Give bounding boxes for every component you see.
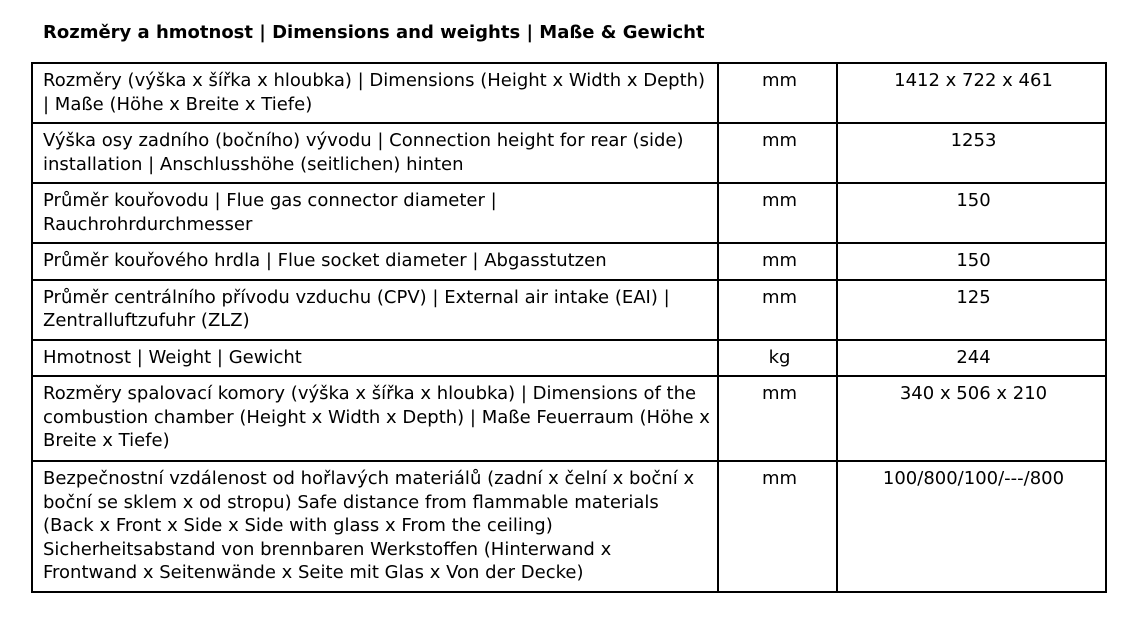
row-description: Výška osy zadního (bočního) vývodu | Connection height for rear (side) installation | Anschlusshöhe (seitlichen) hinten	[32, 123, 718, 183]
table-row	[32, 376, 1106, 461]
page-title: Rozměry a hmotnost | Dimensions and weights | Maße & Gewicht	[43, 22, 705, 43]
table-row	[32, 461, 1106, 592]
row-value: 100/800/100/---/800	[837, 461, 1106, 592]
row-value: 1412 x 722 x 461	[837, 63, 1106, 123]
row-description: Průměr centrálního přívodu vzduchu (CPV) | External air intake (EAI) | Zentralluftzufuhr (ZLZ)	[32, 280, 718, 340]
row-description: Průměr kouřovodu | Flue gas connector diameter | Rauchrohrdurchmesser	[32, 183, 718, 243]
row-unit: kg	[718, 340, 837, 377]
row-value: 244	[837, 340, 1106, 377]
dimensions-table	[31, 62, 1107, 593]
table-row	[32, 280, 1106, 340]
row-description: Průměr kouřového hrdla | Flue socket diameter | Abgasstutzen	[32, 243, 718, 280]
row-unit: mm	[718, 63, 837, 123]
row-value: 1253	[837, 123, 1106, 183]
table-row	[32, 183, 1106, 243]
row-unit: mm	[718, 280, 837, 340]
row-unit: mm	[718, 183, 837, 243]
row-description: Rozměry (výška x šířka x hloubka) | Dimensions (Height x Width x Depth) | Maße (Höhe x Breite x Tiefe)	[32, 63, 718, 123]
row-value: 340 x 506 x 210	[837, 376, 1106, 461]
table-row	[32, 63, 1106, 123]
row-description: Bezpečnostní vzdálenost od hořlavých materiálů (zadní x čelní x boční x boční se sklem x od stropu) Safe distance from flammable materials (Back x Front x Side x Side with glass x From the ceiling) Sicherheitsabstand von brennbaren Werkstoffen (Hinterwand x Frontwand x Seitenwände x Seite mit Glas x Von der Decke)	[32, 461, 718, 592]
row-description: Hmotnost | Weight | Gewicht	[32, 340, 718, 377]
table-row	[32, 340, 1106, 377]
row-unit: mm	[718, 243, 837, 280]
row-value: 150	[837, 243, 1106, 280]
row-value: 125	[837, 280, 1106, 340]
row-unit: mm	[718, 461, 837, 592]
row-unit: mm	[718, 123, 837, 183]
table-row	[32, 243, 1106, 280]
row-value: 150	[837, 183, 1106, 243]
row-description: Rozměry spalovací komory (výška x šířka x hloubka) | Dimensions of the combustion chamber (Height x Width x Depth) | Maße Feuerraum (Höhe x Breite x Tiefe)	[32, 376, 718, 461]
row-unit: mm	[718, 376, 837, 461]
table-row	[32, 123, 1106, 183]
